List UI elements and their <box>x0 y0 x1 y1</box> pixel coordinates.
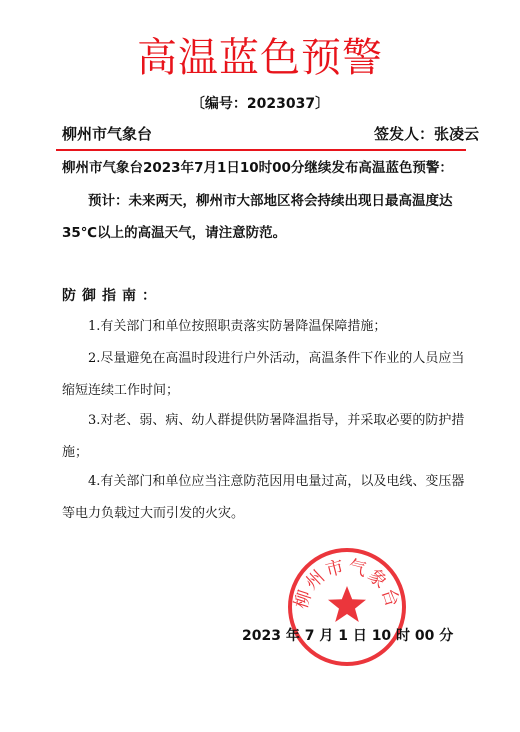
document-serial: 〔编号：2023037〕 <box>190 96 330 112</box>
guide-heading: 防御指南： <box>62 288 162 304</box>
forecast-paragraph: 预计：未来两天，柳州市大部地区将会持续出现日最高温度达 35℃以上的高温天气，请注意防范。 <box>62 193 453 241</box>
issuing-agency: 柳州市气象台 <box>62 125 153 143</box>
header-rule <box>56 149 466 151</box>
official-seal-icon <box>286 546 408 668</box>
seal-star-icon <box>328 586 366 622</box>
guide-item: 4.有关部门和单位应当注意防范因用电量过高，以及电线、变压器等电力负载过大而引发的火灾。 <box>62 474 465 521</box>
lead-statement: 柳州市气象台2023年7月1日10时00分继续发布高温蓝色预警： <box>62 160 453 176</box>
seal-text: 柳州市气象台 <box>290 556 404 612</box>
guide-item: 1.有关部门和单位按照职责落实防暑降温保障措施； <box>88 319 387 334</box>
issue-time: 2023 年 7 月 1 日 10 时 00 分 <box>242 628 454 644</box>
document-title: 高温蓝色预警 <box>137 35 383 81</box>
signer: 签发人：张凌云 <box>373 125 479 143</box>
guide-item: 2.尽量避免在高温时段进行户外活动，高温条件下作业的人员应当缩短连续工作时间； <box>62 351 465 398</box>
guide-item: 3.对老、弱、病、幼人群提供防暑降温指导，并采取必要的防护措施； <box>62 413 465 460</box>
